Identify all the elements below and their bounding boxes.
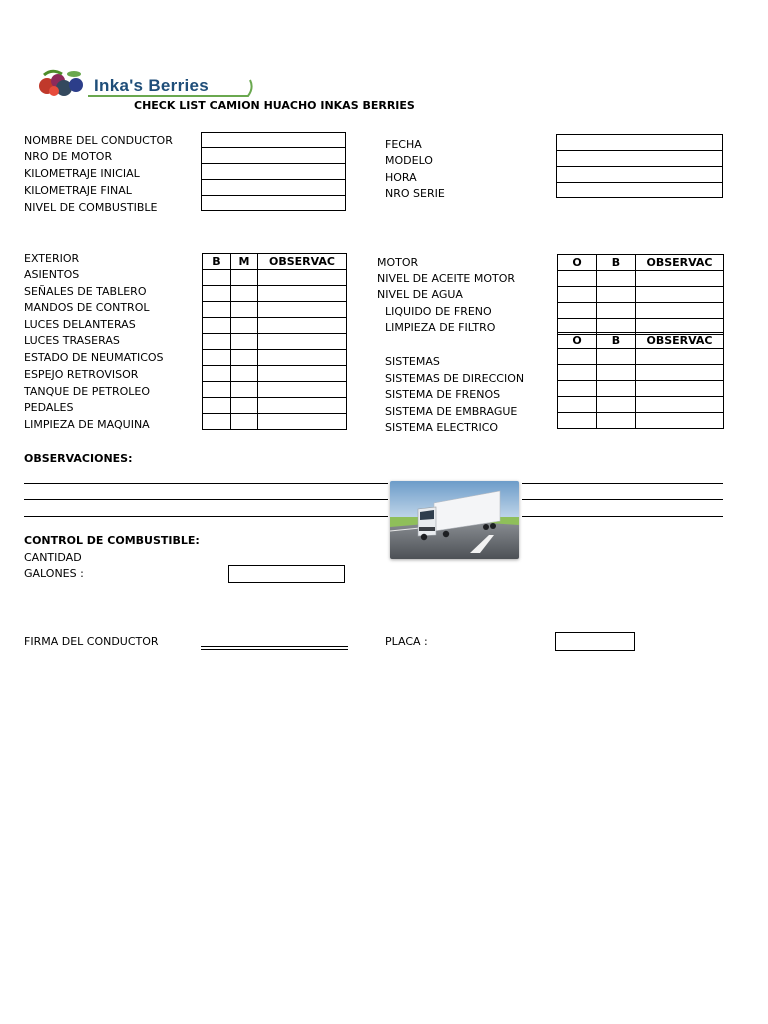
- motor-header-row: [558, 255, 724, 271]
- exterior-check-grid: [202, 253, 347, 430]
- table-row: [558, 271, 724, 287]
- exterior-header-row: [203, 254, 347, 270]
- cell-m[interactable]: [231, 398, 258, 414]
- table-row: [558, 381, 724, 397]
- cell-b[interactable]: [203, 302, 231, 318]
- cell-b[interactable]: [203, 366, 231, 382]
- observation-line-1-right[interactable]: [522, 483, 723, 484]
- label-nro-serie: NRO SERIE: [385, 187, 445, 200]
- label-sistemas: SISTEMAS: [385, 355, 440, 368]
- cell-observac[interactable]: [258, 350, 347, 366]
- observation-line-1-left[interactable]: [24, 483, 388, 484]
- cell-b[interactable]: [597, 381, 636, 397]
- cell-b[interactable]: [203, 350, 231, 366]
- table-row: [203, 382, 347, 398]
- cell-observac[interactable]: [636, 365, 724, 381]
- cell-b[interactable]: [597, 303, 636, 319]
- cell-observac[interactable]: [258, 302, 347, 318]
- header-m: M: [231, 254, 258, 270]
- cell-observac[interactable]: [258, 286, 347, 302]
- label-liquido-freno: LIQUIDO DE FRENO: [385, 305, 492, 318]
- label-modelo: MODELO: [385, 154, 433, 167]
- header-o: O: [558, 333, 597, 349]
- cell-observac[interactable]: [258, 318, 347, 334]
- cell-o[interactable]: [558, 397, 597, 413]
- header-b: B: [203, 254, 231, 270]
- table-row: [203, 398, 347, 414]
- cell-m[interactable]: [231, 382, 258, 398]
- label-senales-tablero: SEÑALES DE TABLERO: [24, 285, 147, 298]
- label-hora: HORA: [385, 171, 417, 184]
- table-row: [203, 302, 347, 318]
- label-galones: GALONES :: [24, 567, 84, 580]
- table-row: [558, 349, 724, 365]
- input-hora[interactable]: [556, 166, 723, 183]
- cell-o[interactable]: [558, 413, 597, 429]
- cell-m[interactable]: [231, 350, 258, 366]
- label-kilometraje-inicial: KILOMETRAJE INICIAL: [24, 167, 140, 180]
- truck-image: [390, 481, 519, 559]
- cell-observac[interactable]: [636, 349, 724, 365]
- observation-line-2-right[interactable]: [522, 499, 723, 500]
- label-exterior: EXTERIOR: [24, 252, 80, 265]
- cell-b[interactable]: [203, 398, 231, 414]
- cell-observac[interactable]: [636, 271, 724, 287]
- label-firma-conductor: FIRMA DEL CONDUCTOR: [24, 635, 159, 648]
- table-row: [558, 303, 724, 319]
- observation-line-2-left[interactable]: [24, 499, 388, 500]
- table-row: [558, 287, 724, 303]
- fuel-control-title: CONTROL DE COMBUSTIBLE:: [24, 534, 200, 547]
- header-observac: OBSERVAC: [636, 333, 724, 349]
- cell-observac[interactable]: [636, 413, 724, 429]
- cell-m[interactable]: [231, 334, 258, 350]
- label-asientos: ASIENTOS: [24, 268, 80, 281]
- label-sistemas-direccion: SISTEMAS DE DIRECCION: [385, 372, 525, 385]
- header-observac: OBSERVAC: [258, 254, 347, 270]
- input-kilometraje-inicial[interactable]: [201, 163, 346, 180]
- input-kilometraje-final[interactable]: [201, 179, 346, 196]
- label-mandos-control: MANDOS DE CONTROL: [24, 301, 150, 314]
- table-row: [558, 397, 724, 413]
- label-luces-traseras: LUCES TRASERAS: [24, 334, 120, 347]
- table-row: [558, 413, 724, 429]
- cell-observac[interactable]: [258, 334, 347, 350]
- label-sistema-electrico: SISTEMA ELECTRICO: [385, 421, 499, 434]
- label-tanque-petroleo: TANQUE DE PETROLEO: [24, 385, 151, 398]
- logo-brand-text: Inka's Berries: [94, 76, 210, 95]
- cell-b[interactable]: [597, 413, 636, 429]
- label-limpieza-maquina: LIMPIEZA DE MAQUINA: [24, 418, 150, 431]
- label-sistema-embrague: SISTEMA DE EMBRAGUE: [385, 405, 518, 418]
- table-row: [203, 414, 347, 430]
- cell-b[interactable]: [597, 349, 636, 365]
- observation-line-3-left[interactable]: [24, 516, 388, 517]
- cell-b[interactable]: [597, 365, 636, 381]
- input-placa[interactable]: [555, 632, 635, 651]
- input-fecha[interactable]: [556, 134, 723, 151]
- label-nivel-aceite: NIVEL DE ACEITE MOTOR: [377, 272, 516, 285]
- label-cantidad: CANTIDAD: [24, 551, 82, 564]
- header-observac: OBSERVAC: [636, 255, 724, 271]
- cell-observac[interactable]: [258, 398, 347, 414]
- label-motor: MOTOR: [377, 256, 419, 269]
- cell-observac[interactable]: [258, 366, 347, 382]
- cell-observac[interactable]: [636, 381, 724, 397]
- observations-title: OBSERVACIONES:: [24, 452, 133, 465]
- cell-observac[interactable]: [636, 397, 724, 413]
- cell-b[interactable]: [597, 271, 636, 287]
- cell-m[interactable]: [231, 270, 258, 286]
- input-nivel-combustible[interactable]: [201, 195, 346, 211]
- observation-line-3-right[interactable]: [522, 516, 723, 517]
- page-title: CHECK LIST CAMION HUACHO INKAS BERRIES: [134, 99, 415, 112]
- label-nombre-conductor: NOMBRE DEL CONDUCTOR: [24, 134, 173, 147]
- input-modelo[interactable]: [556, 150, 723, 167]
- label-luces-delanteras: LUCES DELANTERAS: [24, 318, 136, 331]
- input-nombre-conductor[interactable]: [201, 132, 346, 148]
- signature-line-1[interactable]: [201, 646, 348, 647]
- label-limpieza-filtro: LIMPIEZA DE FILTRO: [385, 321, 496, 334]
- label-estado-neumaticos: ESTADO DE NEUMATICOS: [24, 351, 164, 364]
- table-row: [203, 286, 347, 302]
- header-b: B: [597, 255, 636, 271]
- motor-check-grid: [557, 254, 724, 335]
- cell-observac[interactable]: [258, 270, 347, 286]
- cell-m[interactable]: [231, 414, 258, 430]
- label-pedales: PEDALES: [24, 401, 74, 414]
- systems-header-row: [558, 333, 724, 349]
- cell-b[interactable]: [597, 397, 636, 413]
- table-row: [558, 365, 724, 381]
- cell-m[interactable]: [231, 366, 258, 382]
- table-row: [203, 318, 347, 334]
- cell-observac[interactable]: [258, 414, 347, 430]
- cell-observac[interactable]: [636, 303, 724, 319]
- label-sistema-frenos: SISTEMA DE FRENOS: [385, 388, 501, 401]
- cell-b[interactable]: [203, 286, 231, 302]
- cell-observac[interactable]: [258, 382, 347, 398]
- input-nro-serie[interactable]: [556, 182, 723, 198]
- cell-b[interactable]: [203, 414, 231, 430]
- cell-m[interactable]: [231, 318, 258, 334]
- cell-o[interactable]: [558, 303, 597, 319]
- cell-o[interactable]: [558, 287, 597, 303]
- label-fecha: FECHA: [385, 138, 422, 151]
- cell-o[interactable]: [558, 349, 597, 365]
- label-nivel-agua: NIVEL DE AGUA: [377, 288, 463, 301]
- cell-b[interactable]: [203, 318, 231, 334]
- label-placa: PLACA :: [385, 635, 428, 648]
- cell-b[interactable]: [203, 334, 231, 350]
- cell-m[interactable]: [231, 302, 258, 318]
- table-row: [203, 366, 347, 382]
- label-nivel-combustible: NIVEL DE COMBUSTIBLE: [24, 201, 158, 214]
- header-b: B: [597, 333, 636, 349]
- header-o: O: [558, 255, 597, 271]
- cell-observac[interactable]: [636, 287, 724, 303]
- cell-o[interactable]: [558, 365, 597, 381]
- label-kilometraje-final: KILOMETRAJE FINAL: [24, 184, 132, 197]
- cell-b[interactable]: [597, 287, 636, 303]
- table-row: [203, 270, 347, 286]
- cell-m[interactable]: [231, 286, 258, 302]
- input-nro-motor[interactable]: [201, 147, 346, 164]
- input-galones[interactable]: [228, 565, 345, 583]
- cell-o[interactable]: [558, 381, 597, 397]
- table-row: [203, 334, 347, 350]
- table-row: [203, 350, 347, 366]
- label-espejo-retrovisor: ESPEJO RETROVISOR: [24, 368, 139, 381]
- label-nro-motor: NRO DE MOTOR: [24, 150, 113, 163]
- cell-b[interactable]: [203, 270, 231, 286]
- cell-b[interactable]: [203, 382, 231, 398]
- systems-check-grid: [557, 332, 724, 429]
- cell-o[interactable]: [558, 271, 597, 287]
- signature-line-2: [201, 649, 348, 650]
